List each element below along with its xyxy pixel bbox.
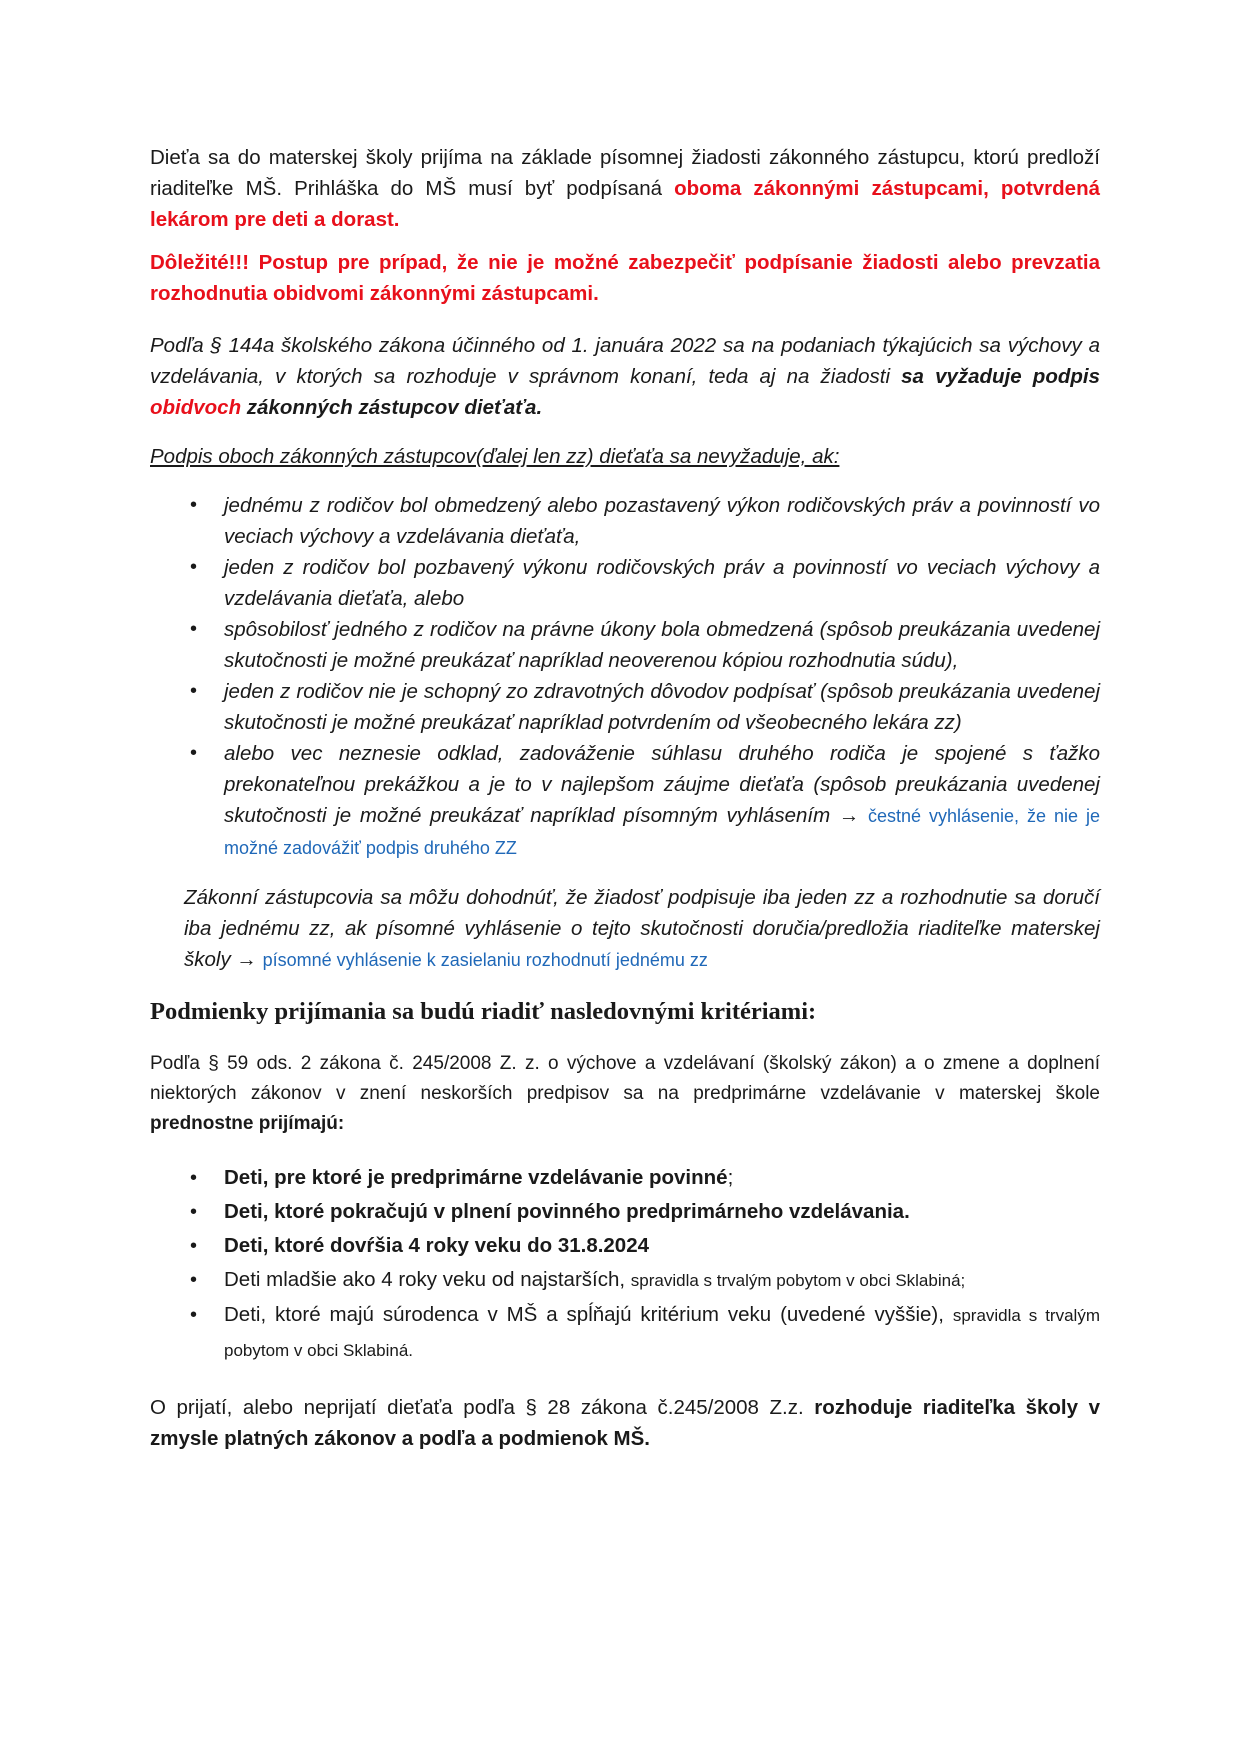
- list-item: [150, 676, 1100, 738]
- list-item: [150, 490, 1100, 552]
- bullet-icon: •: [190, 618, 198, 640]
- criteria-intro-bold: prednostne prijímajú:: [150, 1113, 345, 1134]
- bullet-icon: •: [190, 1167, 198, 1189]
- bullet-icon: •: [190, 556, 198, 578]
- list-item-text: jeden z rodičov nie je schopný zo zdravotných dôvodov podpísať (spôsob preukázania uvedenej skutočnosti je možné preukázať napríklad potvrdením od všeobecného lekára zz): [224, 680, 1100, 734]
- criteria-intro-text: Podľa § 59 ods. 2 zákona č. 245/2008 Z. z. o výchove a vzdelávaní (školský zákon) a o zmene a doplnení niektorých zákonov v znení neskorších predpisov sa na predprimárne vzdelávanie v materskej škole: [150, 1053, 1100, 1104]
- document-page: [150, 142, 1100, 1454]
- delivery-paragraph: [184, 882, 1100, 976]
- criteria-bold: Deti, ktoré dovŕšia 4 roky veku do 31.8.2024: [224, 1234, 650, 1257]
- list-item-text: jednému z rodičov bol obmedzený alebo pozastavený výkon rodičovských práv a povinností vo veciach výchovy a vzdelávania dieťaťa,: [224, 494, 1100, 548]
- criteria-item: [150, 1298, 1100, 1368]
- bullet-icon: •: [190, 1235, 198, 1257]
- bullet-icon: •: [190, 1269, 198, 1291]
- closing-bold: rozhoduje riaditeľka školy v zmysle platných zákonov a podľa a podmienok MŠ.: [150, 1396, 1100, 1450]
- intro-text: Dieťa sa do materskej školy prijíma na základe písomnej žiadosti zákonného zástupcu, ktorú predloží riaditeľke MŠ. Prihláška do MŠ musí byť podpísaná: [150, 146, 1100, 200]
- law-text: Podľa § 144a školského zákona účinného od 1. januára 2022 sa na podaniach týkajúcich sa výchovy a vzdelávania, v ktorých sa rozhoduje v správnom konaní, teda aj na žiadosti: [150, 334, 1100, 388]
- bullet-icon: •: [190, 494, 198, 516]
- criteria-text: Deti mladšie ako 4 roky veku od najstarších,: [224, 1268, 631, 1291]
- warning-paragraph: Dôležité!!! Postup pre prípad, že nie je možné zabezpečiť podpísanie žiadosti alebo prevzatia rozhodnutia obidvomi zákonnými zástupcami.: [150, 251, 1100, 305]
- criteria-note: spravidla s trvalým pobytom v obci Sklabiná.: [224, 1306, 1100, 1360]
- list-item: [150, 614, 1100, 676]
- exceptions-list: [150, 490, 1100, 864]
- delivery-text: Zákonní zástupcovia sa môžu dohodnúť, že žiadosť podpisuje iba jeden zz a rozhodnutie sa doručí iba jednému zz, ak písomné vyhlásenie o tejto skutočnosti doručia/predložia riaditeľke materskej školy →: [184, 886, 1100, 971]
- law-red: obidvoch: [150, 396, 242, 419]
- criteria-bold: Deti, ktoré pokračujú v plnení povinného predprimárneho vzdelávania.: [224, 1200, 910, 1223]
- list-item: [150, 552, 1100, 614]
- criteria-item: [150, 1229, 1100, 1263]
- closing-text: O prijatí, alebo neprijatí dieťaťa podľa § 28 zákona č.245/2008 Z.z.: [150, 1396, 815, 1419]
- criteria-text: ;: [727, 1166, 734, 1189]
- list-item: [150, 738, 1100, 864]
- law-paragraph: [150, 330, 1100, 423]
- criteria-item: [150, 1161, 1100, 1195]
- list-item-text: spôsobilosť jedného z rodičov na právne úkony bola obmedzená (spôsob preukázania uvedenej skutočnosti je možné preukázať napríklad neoverenou kópiou rozhodnutia súdu),: [224, 618, 1100, 672]
- criteria-item: [150, 1195, 1100, 1229]
- bullet-icon: •: [190, 680, 198, 702]
- criteria-list: [150, 1161, 1100, 1368]
- law-bold-1: sa vyžaduje podpis: [901, 365, 1100, 388]
- criteria-text: Deti, ktoré majú súrodenca v MŠ a spĺňajú kritérium veku (uvedené vyššie),: [224, 1303, 953, 1326]
- criteria-bold: Deti, pre ktoré je predprimárne vzdelávanie povinné: [224, 1166, 728, 1189]
- bullet-icon: •: [190, 1201, 198, 1223]
- intro-red-text: oboma zákonnými zástupcami, potvrdená lekárom pre deti a dorast.: [150, 177, 1100, 231]
- criteria-intro: [150, 1049, 1100, 1139]
- bullet-icon: •: [190, 742, 198, 764]
- criteria-note: spravidla s trvalým pobytom v obci Sklabiná;: [630, 1271, 966, 1290]
- criteria-item: [150, 1263, 1100, 1298]
- intro-paragraph: [150, 142, 1100, 235]
- list-item-text: alebo vec neznesie odklad, zadováženie súhlasu druhého rodiča je spojené s ťažko prekonateľnou prekážkou a je to v najlepšom záujme dieťaťa (spôsob preukázania uvedenej skutočnosti je možné preukázať napríklad písomným vyhlásením →: [224, 742, 1100, 827]
- criteria-heading: Podmienky prijímania sa budú riadiť nasledovnými kritériami:: [150, 998, 817, 1025]
- delivery-link[interactable]: písomné vyhlásenie k zasielaniu rozhodnutí jednému zz: [262, 950, 708, 970]
- exceptions-heading: Podpis oboch zákonných zástupcov(ďalej len zz) dieťaťa sa nevyžaduje, ak:: [150, 445, 840, 468]
- closing-paragraph: [150, 1392, 1100, 1454]
- law-bold-2: zákonných zástupcov dieťaťa.: [241, 396, 543, 419]
- declaration-link[interactable]: čestné vyhlásenie, že nie je možné zadovážiť podpis druhého ZZ: [224, 806, 1100, 858]
- list-item-text: jeden z rodičov bol pozbavený výkonu rodičovských práv a povinností vo veciach výchovy a vzdelávania dieťaťa, alebo: [224, 556, 1100, 610]
- bullet-icon: •: [190, 1304, 198, 1326]
